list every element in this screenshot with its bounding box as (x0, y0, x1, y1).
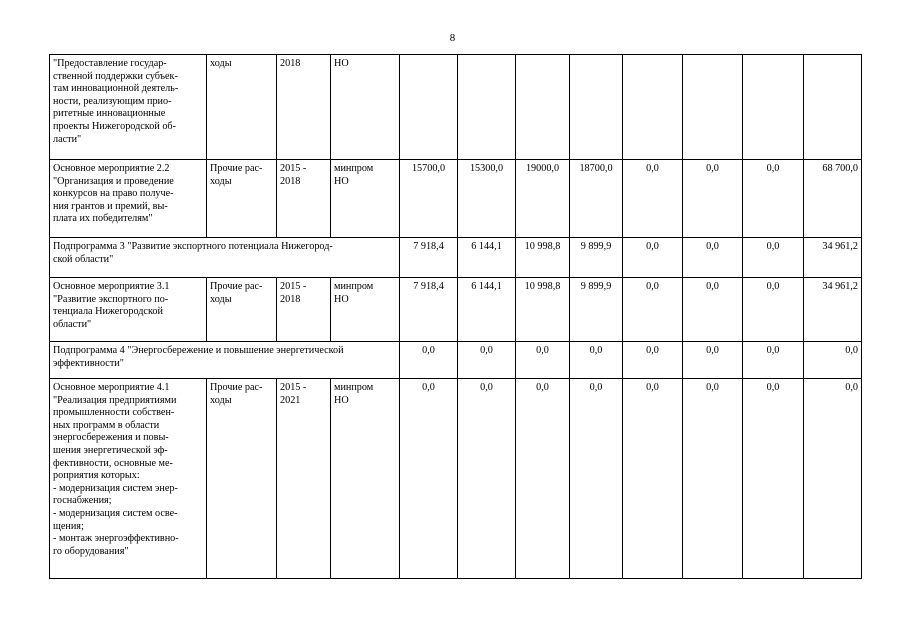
value-cell (516, 55, 570, 160)
value-cell: 9 899,9 (570, 238, 623, 278)
budget-table (49, 54, 862, 579)
value-cell: 0,0 (683, 342, 743, 379)
value-cell: 0,0 (623, 238, 683, 278)
measure-name-cell: Основное мероприятие 2.2 "Организация и проведение конкурсов на право получе- ния грантов и премий, вы- плата их победителям" (50, 160, 207, 238)
table-row (50, 160, 862, 238)
value-cell (623, 55, 683, 160)
table-row (50, 379, 862, 579)
value-cell: 0,0 (570, 342, 623, 379)
value-cell: 0,0 (683, 278, 743, 342)
value-cell: 0,0 (683, 379, 743, 579)
expense-type-cell: ходы (207, 55, 277, 160)
value-cell: 0,0 (743, 238, 804, 278)
table-row (50, 238, 862, 278)
value-cell (458, 55, 516, 160)
value-cell (683, 55, 743, 160)
expense-type-cell: Прочие рас- ходы (207, 160, 277, 238)
value-cell: 15300,0 (458, 160, 516, 238)
value-cell: 0,0 (683, 238, 743, 278)
value-cell: 0,0 (400, 379, 458, 579)
table-row (50, 342, 862, 379)
table-row (50, 55, 862, 160)
value-cell: 0,0 (623, 379, 683, 579)
value-cell: 0,0 (516, 342, 570, 379)
value-cell: 0,0 (743, 342, 804, 379)
value-cell: 0,0 (458, 342, 516, 379)
page-number: 8 (449, 32, 456, 44)
executor-cell: минпром НО (331, 278, 400, 342)
value-cell: 0,0 (400, 342, 458, 379)
value-cell: 15700,0 (400, 160, 458, 238)
executor-cell: НО (331, 55, 400, 160)
executor-cell: минпром НО (331, 379, 400, 579)
value-cell: 0,0 (516, 379, 570, 579)
measure-name-cell: "Предоставление государ- ственной поддержки субъек- там инновационной деятель- ности, реализующим прио- ритетные инновационные проекты Нижегородской об- ласти" (50, 55, 207, 160)
total-cell (804, 55, 862, 160)
value-cell: 6 144,1 (458, 278, 516, 342)
value-cell: 0,0 (570, 379, 623, 579)
period-cell: 2015 - 2018 (277, 160, 331, 238)
period-cell: 2015 - 2018 (277, 278, 331, 342)
value-cell: 0,0 (743, 379, 804, 579)
table-row (50, 278, 862, 342)
value-cell: 0,0 (743, 160, 804, 238)
measure-name-cell: Основное мероприятие 4.1 "Реализация предприятиями промышленности собствен- ных программ в области энергосбережения и повы- шения энергетической эф- фективности, основные ме- роприятия которых: - модернизация систем энер- госнабжения; - модернизация систем осве- щения; - монтаж энергоэффективно- го оборудования" (50, 379, 207, 579)
value-cell: 7 918,4 (400, 278, 458, 342)
subprogram-name-cell: Подпрограмма 3 "Развитие экспортного потенциала Нижегород- ской области" (50, 238, 400, 278)
value-cell: 19000,0 (516, 160, 570, 238)
value-cell: 0,0 (743, 278, 804, 342)
total-cell: 0,0 (804, 342, 862, 379)
value-cell: 10 998,8 (516, 238, 570, 278)
value-cell: 18700,0 (570, 160, 623, 238)
value-cell: 9 899,9 (570, 278, 623, 342)
period-cell: 2015 - 2021 (277, 379, 331, 579)
measure-name-cell: Основное мероприятие 3.1 "Развитие экспортного по- тенциала Нижегородской области" (50, 278, 207, 342)
period-cell: 2018 (277, 55, 331, 160)
value-cell: 10 998,8 (516, 278, 570, 342)
value-cell: 6 144,1 (458, 238, 516, 278)
executor-cell: минпром НО (331, 160, 400, 238)
total-cell: 68 700,0 (804, 160, 862, 238)
expense-type-cell: Прочие рас- ходы (207, 379, 277, 579)
subprogram-name-cell: Подпрограмма 4 "Энергосбережение и повышение энергетической эффективности" (50, 342, 400, 379)
value-cell: 0,0 (458, 379, 516, 579)
value-cell: 0,0 (623, 160, 683, 238)
value-cell (400, 55, 458, 160)
value-cell: 7 918,4 (400, 238, 458, 278)
value-cell (743, 55, 804, 160)
total-cell: 0,0 (804, 379, 862, 579)
total-cell: 34 961,2 (804, 238, 862, 278)
value-cell: 0,0 (623, 278, 683, 342)
total-cell: 34 961,2 (804, 278, 862, 342)
value-cell: 0,0 (623, 342, 683, 379)
value-cell: 0,0 (683, 160, 743, 238)
value-cell (570, 55, 623, 160)
expense-type-cell: Прочие рас- ходы (207, 278, 277, 342)
